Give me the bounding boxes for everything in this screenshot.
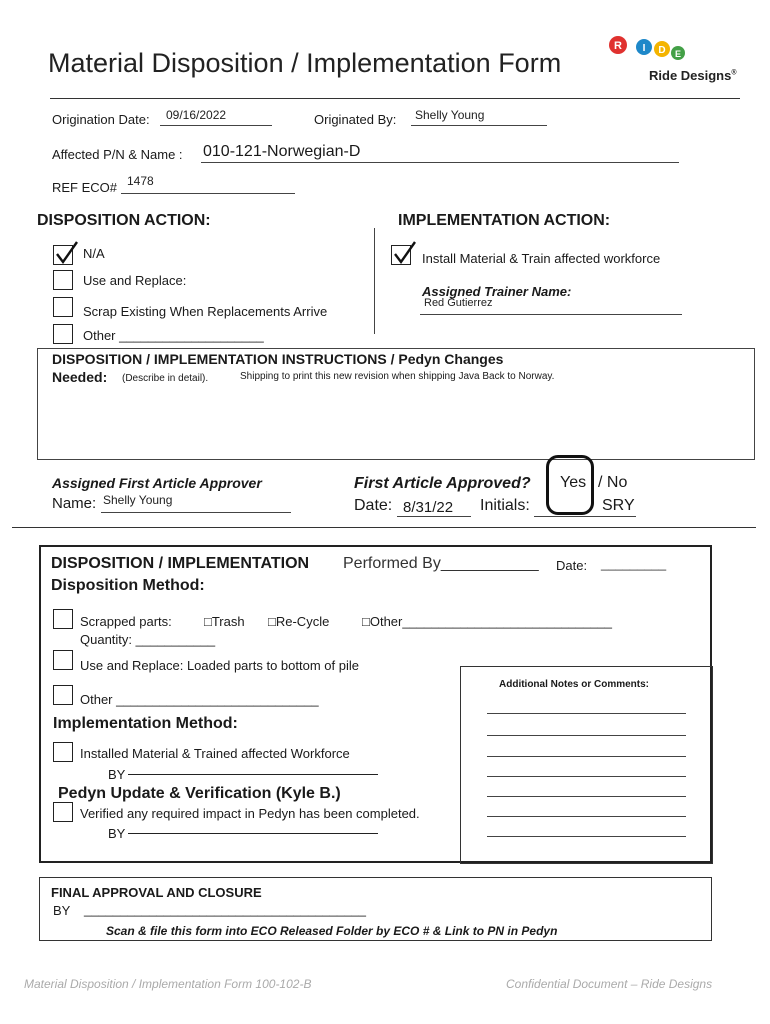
fa-initials-label: Initials: (480, 497, 530, 514)
by-label-2: BY (108, 826, 126, 841)
disposition-action-heading: DISPOSITION ACTION: (37, 212, 211, 229)
verified-pedyn-label: Verified any required impact in Pedyn has been completed. (80, 806, 420, 821)
section-divider (374, 228, 375, 334)
svg-text:R: R (614, 40, 622, 52)
logo-text: Ride Designs® (649, 68, 737, 83)
option-use-replace-label: Use and Replace: (83, 273, 187, 288)
footer-form-id: Material Disposition / Implementation Form 100-102-B (24, 977, 312, 991)
checkbox-install-train[interactable] (391, 245, 411, 265)
fa-initials-field[interactable] (534, 497, 636, 517)
install-train-label: Install Material & Train affected workforce (422, 251, 661, 266)
option-scrap-label: Scrap Existing When Replacements Arrive (83, 304, 328, 319)
assigned-trainer-value: Red Gutierrez (424, 297, 493, 309)
instructions-needed: Needed: (52, 369, 108, 385)
svg-text:D: D (658, 45, 666, 56)
instructions-box (37, 348, 755, 460)
describe-hint: (Describe in detail). (122, 373, 209, 384)
approver-name-label: Name: (52, 495, 97, 512)
other-method-label[interactable]: Other ____________________________ (80, 692, 319, 707)
ref-eco-value: 1478 (127, 174, 154, 188)
final-approval-box (39, 877, 712, 941)
other-option[interactable]: □Other_____________________________ (362, 614, 613, 629)
checkbox-other-method[interactable] (53, 685, 73, 705)
assigned-trainer-field[interactable] (420, 297, 682, 315)
checkmark-icon (55, 240, 79, 266)
performed-date-label: Date: (556, 558, 588, 573)
performed-date-blank[interactable]: _________ (601, 556, 667, 571)
ref-eco-label: REF ECO# (52, 180, 118, 195)
approver-name-field[interactable] (101, 493, 291, 513)
affected-pn-label: Affected P/N & Name : (52, 147, 183, 162)
performed-heading: DISPOSITION / IMPLEMENTATION (51, 555, 310, 572)
performed-by-label[interactable]: Performed By___________ (343, 555, 539, 572)
by-line-2[interactable] (128, 833, 378, 834)
quantity-field[interactable]: Quantity: ___________ (80, 632, 216, 647)
implementation-method-heading: Implementation Method: (53, 715, 238, 732)
svg-text:I: I (642, 43, 646, 54)
option-na-label: N/A (83, 246, 105, 261)
final-approval-heading: FINAL APPROVAL AND CLOSURE (51, 885, 262, 900)
notes-heading: Additional Notes or Comments: (499, 679, 650, 690)
originated-by-label: Originated By: (314, 112, 397, 127)
implementation-action-heading: IMPLEMENTATION ACTION: (398, 212, 611, 229)
originated-by-field[interactable] (411, 108, 547, 126)
originated-by-value: Shelly Young (415, 108, 485, 122)
origination-date-field[interactable] (160, 108, 272, 126)
use-replace-method-label: Use and Replace: Loaded parts to bottom of pile (80, 658, 359, 673)
instructions-text[interactable]: Shipping to print this new revision when shipping Java Back to Norway. (240, 371, 555, 382)
page-title: Material Disposition / Implementation Form (48, 48, 562, 78)
checkbox-scrap-existing[interactable] (53, 297, 73, 317)
svg-text:E: E (674, 49, 682, 59)
origination-date-label: Origination Date: (52, 112, 150, 127)
option-other-label: Other ____________________ (83, 328, 264, 343)
no-option[interactable]: / No (598, 474, 628, 491)
checkbox-use-replace[interactable] (53, 270, 73, 290)
pedyn-heading: Pedyn Update & Verification (Kyle B.) (58, 785, 341, 802)
fa-date-value: 8/31/22 (403, 499, 454, 516)
checkbox-use-replace-method[interactable] (53, 650, 73, 670)
trash-option[interactable]: □Trash (204, 614, 245, 629)
assigned-trainer-label: Assigned Trainer Name: (422, 284, 572, 299)
fa-date-field[interactable] (397, 497, 471, 517)
notes-box[interactable] (460, 666, 713, 864)
company-logo (604, 34, 744, 90)
checkbox-verified-pedyn[interactable] (53, 802, 73, 822)
final-by-label: BY (53, 903, 71, 918)
mid-rule (12, 527, 756, 528)
affected-pn-value: 010-121-Norwegian-D (203, 143, 361, 160)
origination-date-value: 09/16/2022 (166, 108, 227, 122)
by-line-1[interactable] (128, 774, 378, 775)
final-by-line[interactable]: _______________________________________ (84, 902, 366, 917)
final-instruction: Scan & file this form into ECO Released Folder by ECO # & Link to PN in Pedyn (106, 924, 558, 938)
first-article-approver-label: Assigned First Article Approver (52, 475, 262, 491)
ref-eco-field[interactable] (121, 176, 295, 194)
instructions-heading: DISPOSITION / IMPLEMENTATION INSTRUCTIONS / Pedyn Changes (52, 351, 504, 367)
footer-confidential: Confidential Document – Ride Designs (506, 977, 713, 991)
checkbox-installed-trained[interactable] (53, 742, 73, 762)
header-rule (50, 98, 740, 99)
scrapped-parts-label: Scrapped parts: (80, 614, 172, 629)
by-label-1: BY (108, 767, 126, 782)
recycle-option[interactable]: □Re-Cycle (268, 614, 330, 629)
installed-trained-label: Installed Material & Trained affected Workforce (80, 746, 350, 761)
approver-name-value: Shelly Young (103, 493, 173, 507)
affected-pn-field[interactable] (201, 143, 679, 163)
checkbox-scrapped-parts[interactable] (53, 609, 73, 629)
checkbox-na[interactable] (53, 245, 73, 265)
checkmark-icon (393, 240, 417, 266)
checkbox-other[interactable] (53, 324, 73, 344)
yes-option[interactable]: Yes (560, 474, 587, 491)
fa-date-label: Date: (354, 497, 393, 514)
fa-initials-value: SRY (602, 497, 635, 514)
first-article-approved-label: First Article Approved? (354, 475, 531, 492)
disposition-method-heading: Disposition Method: (51, 577, 205, 594)
